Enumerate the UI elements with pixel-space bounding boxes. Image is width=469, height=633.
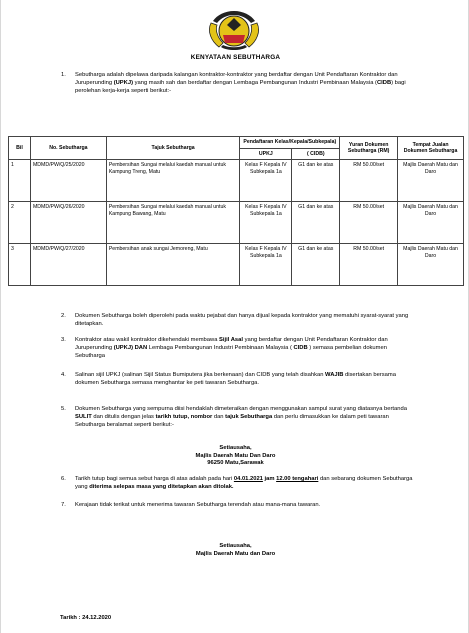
paragraph-number: 6.	[61, 476, 66, 482]
header-upkj: UPKJ	[240, 148, 292, 160]
table-row	[9, 244, 464, 286]
paragraph-6: Tarikh tutup bagi semua sebut harga di atas adalah pada hari 04.01.2021 jam 12.00 tengahari dan sebarang dokumen Sebutharga yang diterima selepas masa yang ditetapkan akan ditolak.	[75, 476, 413, 490]
cell-no: MDMD/PW/Q/26/2020	[30, 202, 106, 244]
header-tajuk: Tajuk Sebutharga	[106, 137, 240, 160]
address-line: Majlis Daerah Matu Dan Daro	[195, 452, 276, 459]
cell-yuran: RM 50.00/set	[340, 160, 398, 202]
signature-block	[1, 543, 469, 558]
address-line: 96250 Matu,Sarawak	[207, 460, 264, 467]
paragraph-number: 2.	[61, 313, 66, 319]
closing-date: 04.01.2021	[233, 476, 263, 482]
cell-bil: 1	[9, 160, 31, 202]
header-cidb: ( CIDB)	[292, 148, 340, 160]
signature-line: Setiausaha,	[219, 543, 252, 549]
paragraph-4: Salinan sijil UPKJ (salinan Sijil Status Bumiputera jika berkenaan) dan CIDB yang telah disahkan WAJIB disertakan bersama dokumen Sebutharga semasa menghantar ke peti tawaran Sebutharga.	[75, 372, 396, 386]
cell-bil: 3	[9, 244, 31, 286]
paragraph-7: Kerajaan tidak terikat untuk menerima tawaran Sebutharga terendah atau mana-mana tawaran.	[75, 502, 321, 508]
paragraph-number: 5.	[61, 406, 66, 412]
cell-yuran: RM 50.00/set	[340, 202, 398, 244]
paragraph-3: Kontraktor atau wakil kontraktor dikehendaki membawa Sijil Asal yang berdaftar dengan Unit Pendaftaran Kontraktor dan Juruperunding (UPKJ) DAN Lembaga Pembangunan Industri Pembinaan Malaysia ( CIDB ) semasa pembelian dokumen Sebutharga	[75, 337, 388, 359]
cell-tempat: Majlis Daerah Matu dan Daro	[398, 202, 464, 244]
cell-upkj: Kelas F Kepala IV Subkepala 1a	[240, 160, 292, 202]
signature-line: Majlis Daerah Matu dan Daro	[195, 550, 276, 557]
header-no: No. Sebutharga	[30, 137, 106, 160]
table-row	[9, 202, 464, 244]
paragraph-number: 4.	[61, 372, 66, 378]
cell-tempat: Majlis Daerah Matu dan Daro	[398, 160, 464, 202]
sarawak-council-crest-icon	[203, 5, 265, 53]
tender-table	[8, 136, 464, 286]
paragraph-number: 1.	[61, 72, 66, 78]
cell-tajuk: Pembersihan Sungai melalui kaedah manual untuk Kampung Treng, Matu	[106, 160, 240, 202]
cell-upkj: Kelas F Kepala IV Subkepala 1a	[240, 202, 292, 244]
paragraph-number: 3.	[61, 337, 66, 343]
cell-no: MDMD/PW/Q/25/2020	[30, 160, 106, 202]
header-tempat: Tempat Jualan Dokumen Sebutharga	[398, 137, 464, 160]
paragraph-number: 7.	[61, 502, 66, 508]
cell-tajuk: Pembersihan Sungai melalui kaedah manual untuk Kampung Bawang, Matu	[106, 202, 240, 244]
cell-cidb: G1 dan ke atas	[292, 160, 340, 202]
header-pendaftaran: Pendaftaran Kelas/Kepala/Subkepala)	[240, 137, 340, 149]
cell-yuran: RM 50.00/set	[340, 244, 398, 286]
closing-time: 12.00 tengahari	[276, 476, 319, 482]
address-line: Setiausaha,	[219, 445, 252, 451]
document-date: Tarikh : 24.12.2020	[60, 615, 112, 621]
header-bil: Bil	[9, 137, 31, 160]
address-block	[1, 445, 469, 468]
paragraph-5: Dokumen Sebutharga yang sempurna diisi hendaklah dimeteraikan dengan menggunakan sampul surat yang diatasnya bertanda SULIT dan ditulis dengan jelas tarikh tutup, nombor dan tajuk Sebutharga dan perlu dimasukkan ke dalam peti tawaran Sebutharga beralamat seperti berikut:-	[75, 406, 407, 428]
cell-cidb: G1 dan ke atas	[292, 244, 340, 286]
paragraph-2: Dokumen Sebutharga boleh diperolehi pada waktu pejabat dan hanya dijual kepada kontraktor yang mematuhi syarat-syarat yang ditetapkan.	[75, 313, 409, 327]
cell-cidb: G1 dan ke atas	[292, 202, 340, 244]
table-row	[9, 160, 464, 202]
paragraph-1: Sebutharga adalah dipelawa daripada kalangan kontraktor-kontraktor yang berdaftar dengan Unit Pendaftaran Kontraktor dan Juruperunding (UPKJ) yang masih sah dan berdaftar dengan Lembaga Pembangunan Industri Pembinaan Malaysia (CIDB) bagi perolehan kerja-kerja seperti berikut:-	[75, 72, 406, 94]
cell-bil: 2	[9, 202, 31, 244]
cell-tempat: Majlis Daerah Matu dan Daro	[398, 244, 464, 286]
cell-upkj: Kelas F Kepala IV Subkepala 1a	[240, 244, 292, 286]
cell-tajuk: Pembersihan anak sungai Jemoreng, Matu	[106, 244, 240, 286]
cell-no: MDMD/PW/Q/27/2020	[30, 244, 106, 286]
header-yuran: Yuran Dokumen Sebutharga (RM)	[340, 137, 398, 160]
document-heading: KENYATAAN SEBUTHARGA	[190, 54, 281, 61]
